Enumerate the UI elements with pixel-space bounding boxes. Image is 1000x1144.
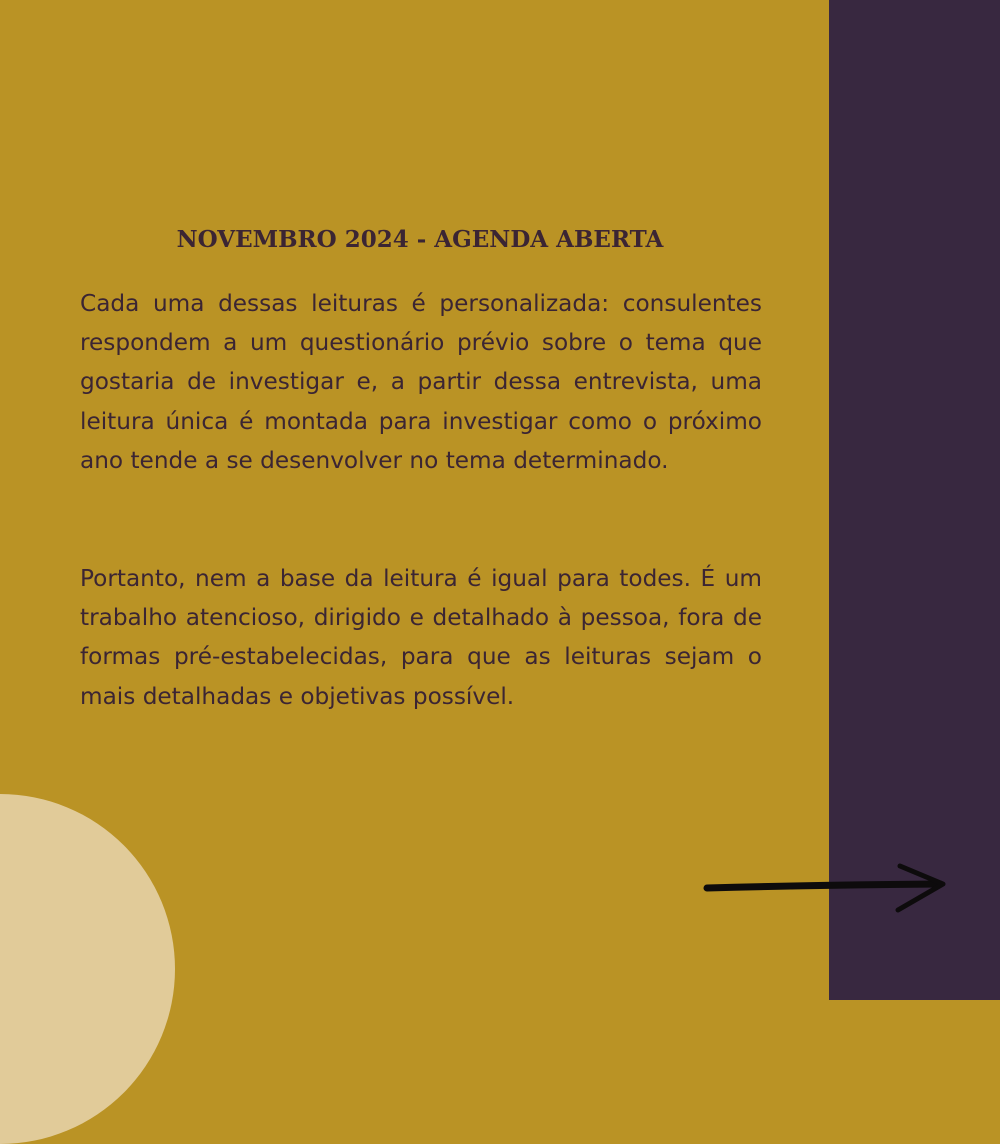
- page-title: NOVEMBRO 2024 - AGENDA ABERTA: [176, 226, 664, 253]
- right-color-stripe: [829, 0, 1000, 1000]
- body-paragraph-2: Portanto, nem a base da leitura é igual para todes. É um trabalho atencioso, dirigido e detalhado à pessoa, fora de formas pré-estabelecidas, para que as leituras sejam o mais detalhadas e objetivas possível.: [80, 565, 762, 710]
- body-paragraph-1: Cada uma dessas leituras é personalizada: consulentes respondem a um questionário prévio sobre o tema que gostaria de investigar e, a partir dessa entrevista, uma leitura única é montada para investigar como o próximo ano tende a se desenvolver no tema determinado.: [80, 290, 762, 474]
- arrow-right-icon[interactable]: [695, 855, 955, 925]
- decorative-circle: [0, 794, 175, 1144]
